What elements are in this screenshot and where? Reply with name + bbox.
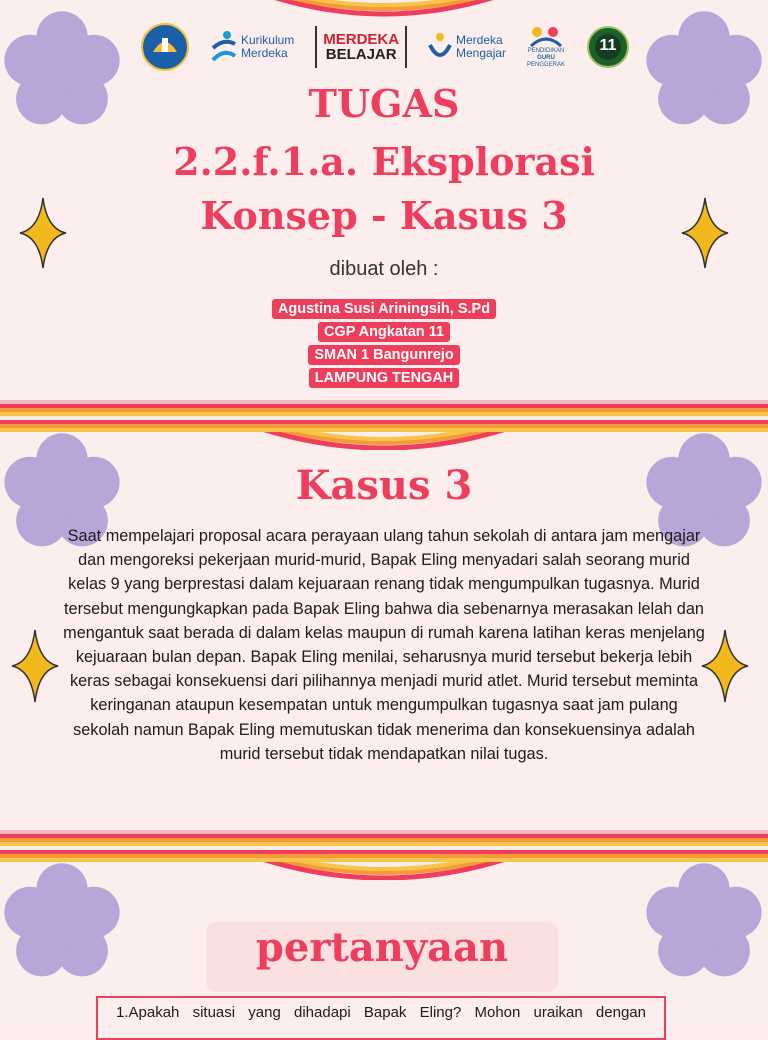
tut-wuri-handayani-logo-icon bbox=[140, 22, 190, 72]
cover-title-line: TUGAS bbox=[308, 81, 460, 126]
merdeka-mengajar-logo bbox=[428, 31, 506, 63]
logo-label: MERDEKA bbox=[323, 31, 400, 48]
guru-penggerak-logo bbox=[527, 26, 565, 69]
logo-label: PENDIDIKAN bbox=[527, 47, 565, 54]
logo-label: Merdeka bbox=[240, 46, 288, 60]
badge-number: 11 bbox=[599, 37, 617, 54]
kurikulum-merdeka-logo bbox=[211, 30, 294, 64]
merdeka-belajar-logo bbox=[323, 32, 399, 62]
logo-bar bbox=[140, 18, 630, 76]
rainbow-arch-decoration bbox=[259, 432, 509, 450]
author-school: SMAN 1 Bangunrejo bbox=[308, 345, 459, 365]
flower-decoration bbox=[0, 862, 126, 988]
logo-label: Merdeka bbox=[456, 33, 503, 47]
kasus-body-text: Saat mempelajari proposal acara perayaan ulang tahun sekolah di antara jam mengajar dan mengoreksi pekerjaan murid-murid, Bapak Eling menyadari salah seorang murid kelas 9 yang berprestasi dalam kejuaraan renang tidak mengumpulkan tugasnya. Murid tersebut mengungkapkan pada Bapak Eling bahwa dia sebenarnya merasakan lelah dan mengantuk saat berada di dalam kelas maupun di rumah karena latihan keras menjelang kejuaraan bulan depan. Bapak Eling menilai, seharusnya murid tersebut bekerja lebih keras sebagai konsekuensi dari pilihannya menjadi murid atlet. Murid tersebut meminta keringanan ataupun kesempatan untuk mengumpulkan tugasnya saat jam pulang sekolah namun Bapak Eling memutuskan tidak menerima dan konsekuensinya adalah murid tersebut tidak mendapatkan nilai tugas. bbox=[63, 527, 705, 763]
flower-decoration bbox=[640, 862, 768, 988]
author-program: CGP Angkatan 11 bbox=[318, 322, 450, 342]
rainbow-arch-decoration bbox=[264, 0, 504, 18]
angkatan-11-badge bbox=[586, 25, 630, 69]
logo-label: Mengajar bbox=[456, 46, 507, 60]
logo-label: Kurikulum bbox=[240, 33, 295, 47]
pertanyaan-title: pertanyaan bbox=[255, 924, 509, 971]
cover-title-line: Konsep - Kasus 3 bbox=[200, 193, 568, 238]
question-1: 1.Apakah situasi yang dihadapi Bapak Eling? Mohon uraikan dengan bbox=[116, 1004, 646, 1021]
cover-page bbox=[0, 0, 768, 400]
sparkle-star-icon bbox=[10, 628, 60, 704]
sparkle-star-icon bbox=[700, 628, 750, 704]
cover-title-line: 2.2.f.1.a. Eksplorasi bbox=[173, 139, 595, 184]
byline: dibuat oleh : bbox=[329, 258, 439, 280]
guru-penggerak-mark-icon bbox=[529, 26, 563, 48]
logo-label: PENGGERAK bbox=[526, 61, 565, 68]
kasus-title: Kasus 3 bbox=[295, 462, 473, 509]
kurikulum-merdeka-mark-icon bbox=[211, 30, 237, 64]
author-name: Agustina Susi Ariningsih, S.Pd bbox=[272, 299, 496, 319]
merdeka-mengajar-mark-icon bbox=[428, 31, 452, 63]
stripe-divider bbox=[0, 830, 768, 862]
author-region: LAMPUNG TENGAH bbox=[309, 368, 460, 388]
logo-label: BELAJAR bbox=[325, 46, 397, 63]
stripe-divider bbox=[0, 400, 768, 432]
rainbow-arch-decoration bbox=[259, 862, 509, 880]
logo-label: GURU bbox=[537, 54, 555, 61]
